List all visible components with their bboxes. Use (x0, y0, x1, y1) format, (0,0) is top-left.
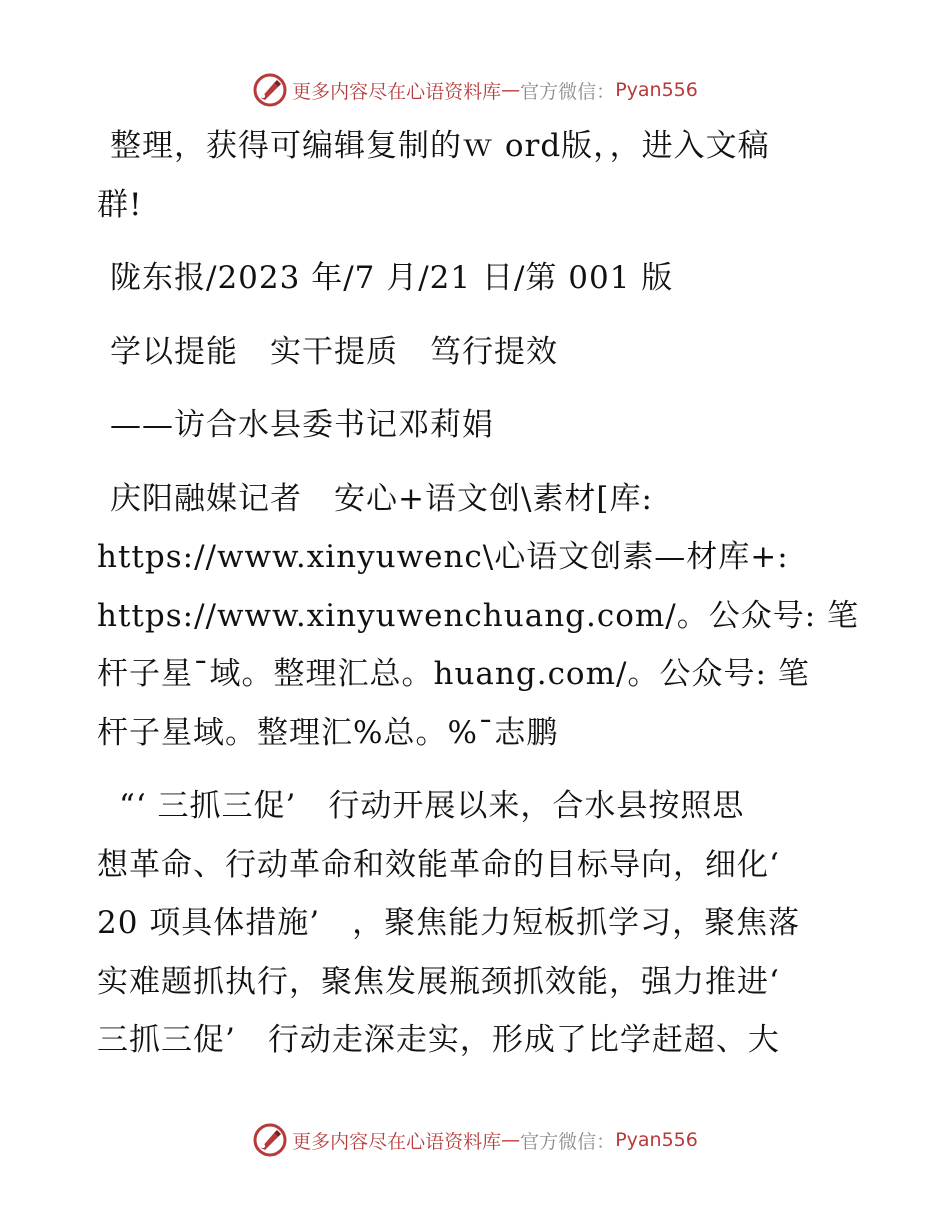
byline-paragraph (97, 470, 867, 763)
ink-pen-logo-icon (252, 72, 288, 108)
body-line: 三抓三促’ 行动走深走实，形成了比学赶超、大 (97, 1022, 780, 1058)
watermark-wechat-id: Pyan556 (615, 1129, 698, 1151)
byline-line: 庆阳融媒记者 安心+语文创\素材[库: (110, 480, 653, 517)
intro-line: 整理，获得可编辑复制的ｗ ord版，，进入文稿 (110, 128, 770, 164)
byline-line: https://www.xinyuwenchuang.com/。公众号: 笔 (97, 597, 860, 634)
intro-line: 群! (97, 186, 143, 223)
watermark-wechat-label: 官方微信： (520, 80, 616, 103)
headline: 学以提能 实干提质 笃行提效 (110, 333, 558, 370)
watermark-wechat-label: 官方微信： (520, 1130, 616, 1153)
body-line: “‘ 三抓三促’ 行动开展以来，合水县按照思 (119, 788, 745, 824)
body-line: 想革命、行动革命和效能革命的目标导向，细化‘ (97, 846, 780, 883)
body-line: 20 项具体措施’ ，聚焦能力短板抓学习，聚焦落 (97, 905, 801, 941)
ink-pen-logo-icon (252, 1122, 288, 1158)
watermark-banner-bottom (0, 1120, 950, 1160)
body-line: 实难题抓执行，聚焦发展瓶颈抓效能，强力推进‘ (97, 963, 780, 1000)
subheadline: ——访合水县委书记邓莉娟 (110, 407, 494, 443)
byline-line: 杆子星域。整理汇%总。%¯志鹏 (97, 714, 559, 751)
watermark-separator: — (501, 1129, 521, 1151)
source-line: 陇东报/2023 年/7 月/21 日/第 001 版 (110, 260, 674, 296)
watermark-banner-top (0, 70, 950, 110)
document-content (97, 117, 867, 1085)
intro-paragraph (97, 117, 867, 234)
body-paragraph (97, 777, 867, 1070)
watermark-separator: — (501, 79, 521, 101)
watermark-wechat-id: Pyan556 (615, 79, 698, 101)
watermark-brand: 更多内容尽在心语资料库 (292, 1130, 502, 1153)
byline-line: 杆子星¯域。整理汇总。huang.com/。公众号: 笔 (97, 656, 810, 692)
watermark-brand: 更多内容尽在心语资料库 (292, 80, 502, 103)
byline-line: https://www.xinyuwenc\心语文创素—材库+: (97, 539, 789, 575)
